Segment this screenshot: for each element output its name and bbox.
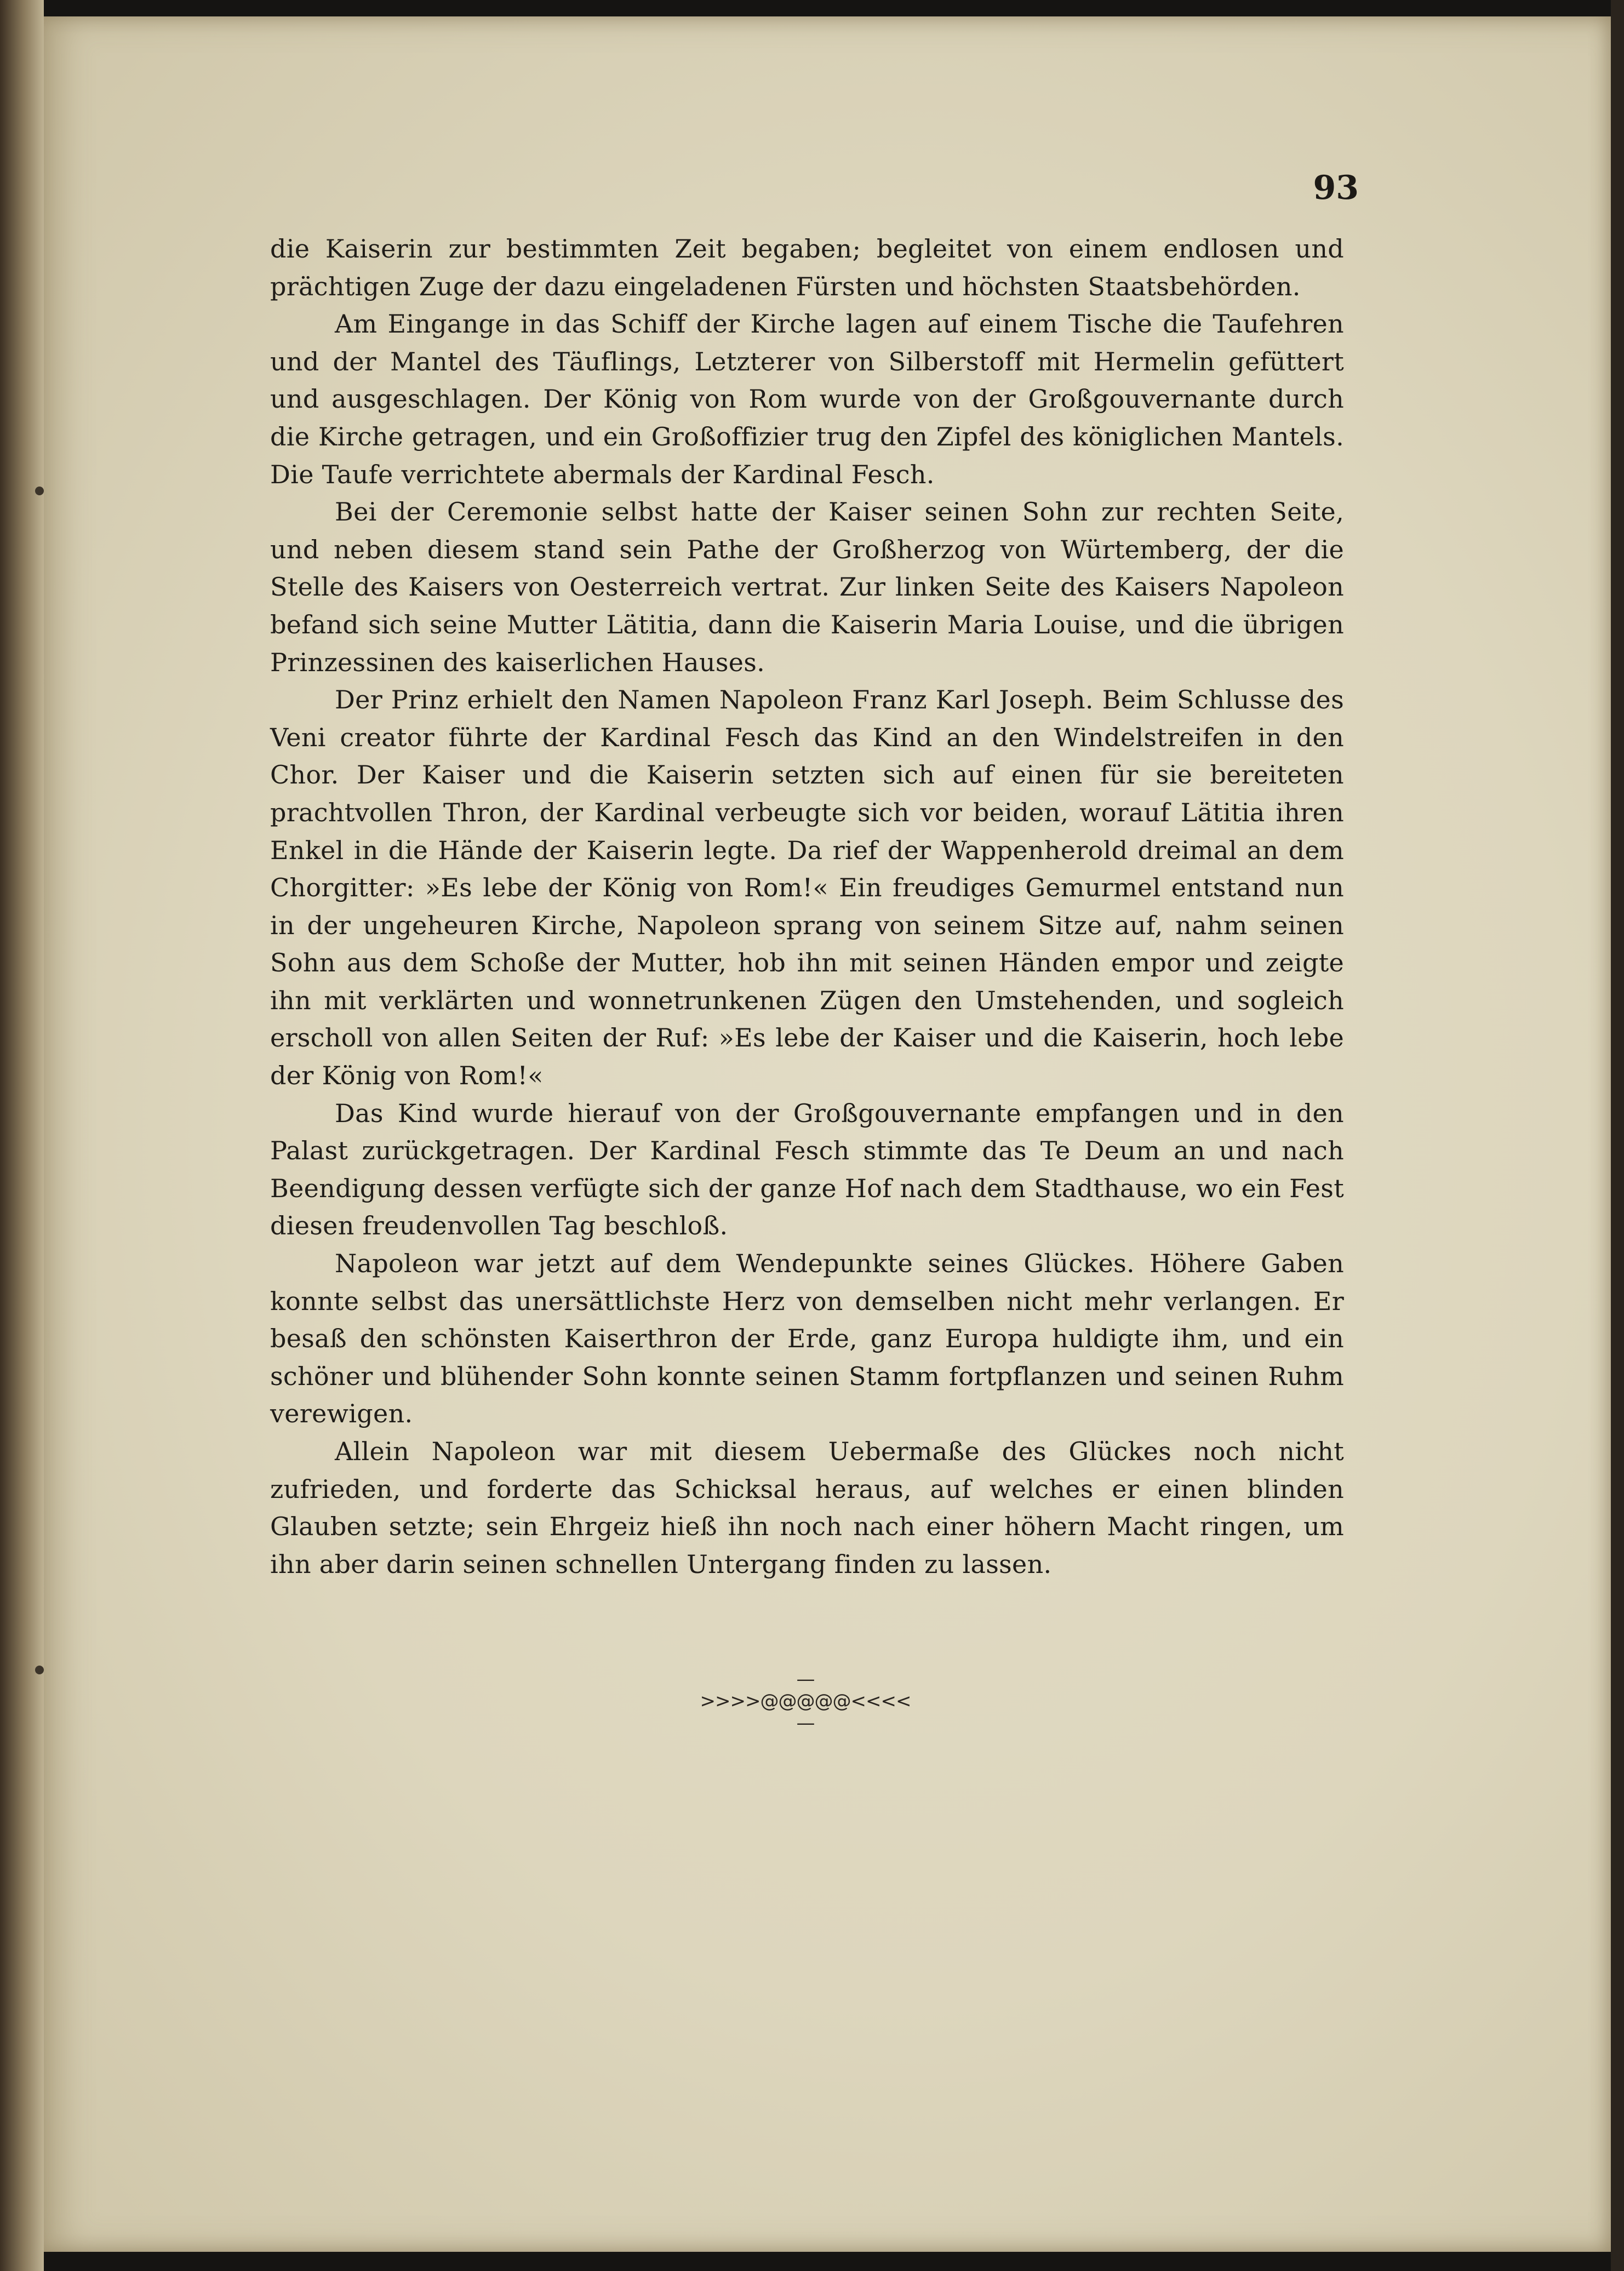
book-gutter [0, 0, 44, 2271]
paragraph-5: Das Kind wurde hierauf von der Großgouvernante empfangen und in den Palast zurückgetragen. Der Kardinal Fesch stimmte das Te Deum an und nach Beendigung dessen verfügte sich der ganze Hof nach dem Stadthause, wo ein Fest diesen freudenvollen Tag beschloß. [270, 1098, 1344, 1241]
paragraph-2: Am Eingange in das Schiff der Kirche lagen auf einem Tische die Taufehren und der Mantel des Täuflings, Letzterer von Silberstoff mit Hermelin gefüttert und ausgeschlagen. Der König von Rom wurde von der Großgouvernante durch die Kirche getragen, und ein Großoffizier trug den Zipfel des königlichen Mantels. Die Taufe verrichtete abermals der Kardinal Fesch. [270, 309, 1344, 489]
end-ornament: —>>>>@@@@@<<<<— [700, 1668, 911, 1734]
binding-hole-bottom [35, 1666, 44, 1674]
page-edge [1611, 0, 1624, 2271]
paragraph-7: Allein Napoleon war mit diesem Uebermaße des Glückes noch nicht zufrieden, und forderte das Schicksal heraus, auf welches er einen blinden Glauben setzte; sein Ehrgeiz hieß ihn noch nach einer höhern Macht ringen, um ihn aber darin seinen schnellen Untergang finden zu lassen. [270, 1437, 1344, 1579]
paragraph-3: Bei der Ceremonie selbst hatte der Kaiser seinen Sohn zur rechten Seite, und neben diesem stand sein Pathe der Großherzog von Würtemberg, der die Stelle des Kaisers von Oesterreich vertrat. Zur linken Seite des Kaisers Napoleon befand sich seine Mutter Lätitia, dann die Kaiserin Maria Louise, und die übrigen Prinzessinen des kaiserlichen Hauses. [270, 497, 1344, 677]
page-number: 93 [1313, 169, 1359, 207]
binding-hole-top [35, 487, 44, 495]
body-text [270, 230, 1344, 1583]
paragraph-6: Napoleon war jetzt auf dem Wendepunkte seines Glückes. Höhere Gaben konnte selbst das unersättlichste Herz von demselben nicht mehr verlangen. Er besaß den schönsten Kaiserthron der Erde, ganz Europa huldigte ihm, und ein schöner und blühender Sohn konnte seinen Stamm fortpflanzen und seinen Ruhm verewigen. [270, 1249, 1344, 1429]
paragraph-1: die Kaiserin zur bestimmten Zeit begaben; begleitet von einem endlosen und prächtigen Zuge der dazu eingeladenen Fürsten und höchsten Staatsbehörden. [270, 234, 1344, 301]
paragraph-4: Der Prinz erhielt den Namen Napoleon Franz Karl Joseph. Beim Schlusse des Veni creator führte der Kardinal Fesch das Kind an den Windelstreifen in den Chor. Der Kaiser und die Kaiserin setzten sich auf einen für sie bereiteten prachtvollen Thron, der Kardinal verbeugte sich vor beiden, worauf Lätitia ihren Enkel in die Hände der Kaiserin legte. Da rief der Wappenherold dreimal an dem Chorgitter: »Es lebe der König von Rom!« Ein freudiges Gemurmel entstand nun in der ungeheuren Kirche, Napoleon sprang von seinem Sitze auf, nahm seinen Sohn aus dem Schoße der Mutter, hob ihn mit seinen Händen empor und zeigte ihn mit verklärten und wonnetrunkenen Zügen den Umstehenden, und sogleich erscholl von allen Seiten der Ruf: »Es lebe der Kaiser und die Kaiserin, hoch lebe der König von Rom!« [270, 685, 1344, 1091]
